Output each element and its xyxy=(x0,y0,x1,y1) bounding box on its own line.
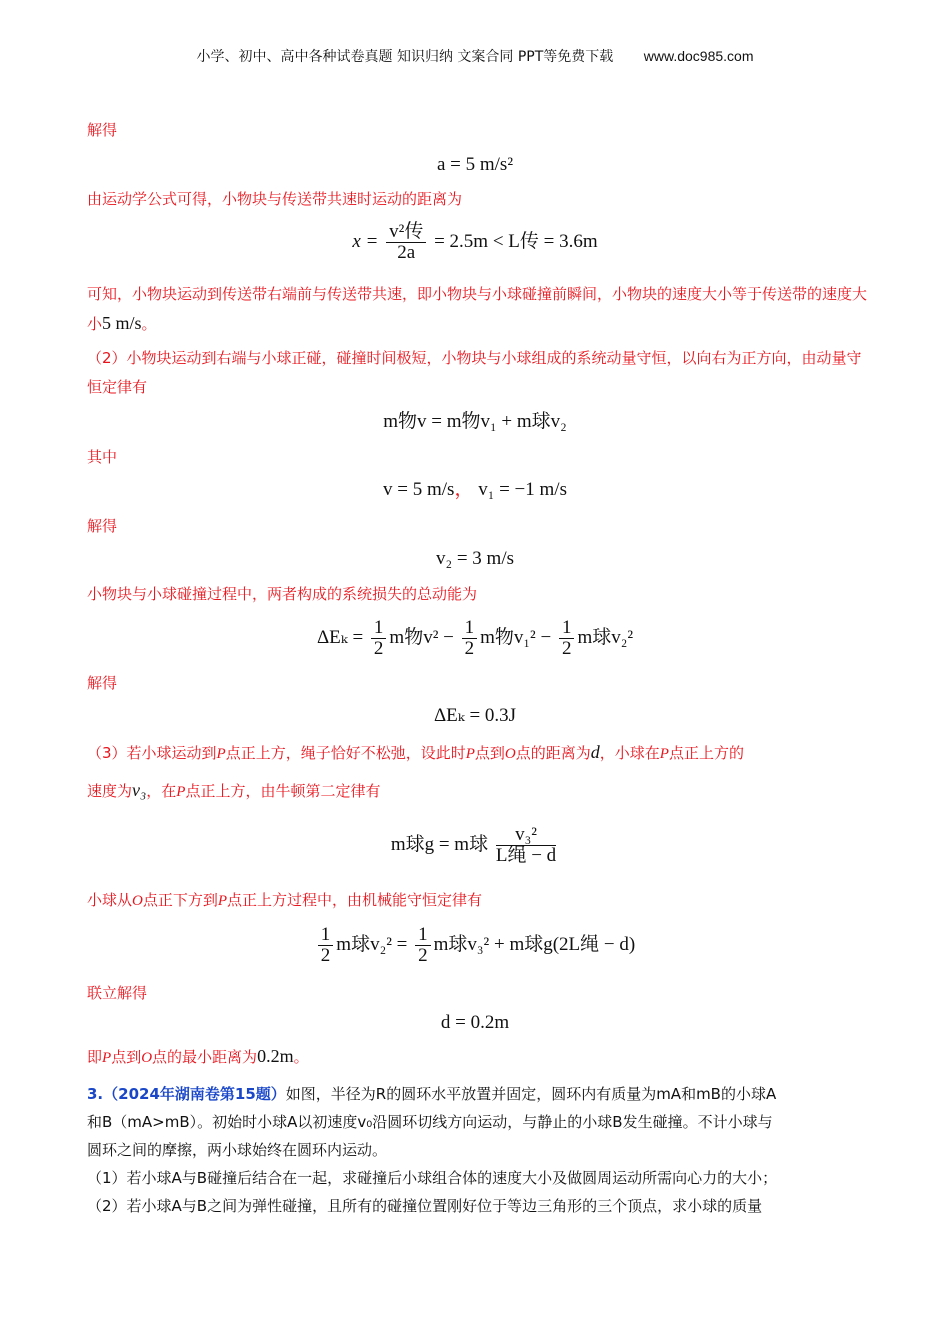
eq-v: v = 5 m/s xyxy=(383,479,455,500)
part3-line2-a: 速度为 xyxy=(87,782,133,800)
equation-energy xyxy=(0,925,950,966)
point-p: P xyxy=(102,1050,112,1066)
var-d: d xyxy=(590,742,600,762)
energy-cons-text xyxy=(87,886,867,916)
solve-label-3: 解得 xyxy=(87,674,118,692)
final-conclusion xyxy=(87,1042,867,1073)
equation-d: d = 0.2m xyxy=(440,1012,510,1033)
solve-label-2: 解得 xyxy=(87,517,118,535)
conclusion-a xyxy=(87,280,867,339)
page-header xyxy=(0,46,950,66)
energy-cons-c: 点正上方过程中，由机械能守恒定律有 xyxy=(227,891,483,909)
question-source: （2024年湖南卷第15题） xyxy=(103,1085,286,1103)
eq-energy-right: m球v₃² + m球g(2L绳 − d) xyxy=(433,933,636,955)
eq-v-separator: ， xyxy=(454,479,474,500)
half-num: 1 xyxy=(318,925,334,946)
eq-newton-num: v₃² xyxy=(496,825,556,846)
eq-x-right: = 2.5m < L传 = 3.6m xyxy=(434,230,598,252)
part3-a: （3）若小球运动到 xyxy=(87,744,217,762)
question-number: 3. xyxy=(87,1085,104,1103)
equation-x xyxy=(0,222,950,263)
energy-cons-a: 小球从 xyxy=(87,891,133,909)
point-p: P xyxy=(217,893,228,909)
question-3 xyxy=(87,1080,867,1109)
half-num: 1 xyxy=(371,618,387,639)
final-a: 即 xyxy=(87,1048,103,1066)
var-v3: v₃ xyxy=(132,780,147,800)
conclusion-a-value: 5 m/s xyxy=(102,313,142,333)
eq-x-left: x = xyxy=(352,230,379,252)
question-line3: 圆环之间的摩擦，两小球始终在圆环内运动。 xyxy=(87,1141,388,1159)
where-label: 其中 xyxy=(87,448,118,466)
part3-d: 点的距离为 xyxy=(515,744,591,762)
part3-f: 点正上方的 xyxy=(668,744,744,762)
part3-line2 xyxy=(87,776,867,807)
eq-x-den: 2a xyxy=(397,242,416,263)
half-num: 1 xyxy=(415,925,431,946)
half-den: 2 xyxy=(561,638,572,659)
final-b: 点到 xyxy=(111,1048,142,1066)
point-o: O xyxy=(141,1050,153,1066)
part3-line1 xyxy=(87,738,867,769)
equation-velocities xyxy=(0,475,950,505)
header-site-link[interactable]: www.doc985.com xyxy=(643,48,754,64)
point-p: P xyxy=(176,784,186,800)
question-line1: 如图，半径为R的圆环水平放置并固定，圆环内有质量为mA和mB的小球A xyxy=(285,1085,777,1103)
equation-v2: v₂ = 3 m/s xyxy=(435,548,515,569)
half-den: 2 xyxy=(464,638,475,659)
half-den: 2 xyxy=(418,945,428,966)
point-p: P xyxy=(659,746,669,762)
final-c: 点的最小距离为 xyxy=(152,1048,258,1066)
equation-delta-ek: ΔEₖ = $\frac{1}{2}$ m物v² − $\frac{1}{2}$ m物v₁² − $\frac{1}{2}$ m球v₂² xyxy=(316,617,634,659)
energy-loss-text: 小物块与小球碰撞过程中，两者构成的系统损失的总动能为 xyxy=(87,585,478,603)
solve-label-4: 联立解得 xyxy=(87,984,148,1002)
half-num: 1 xyxy=(559,618,575,639)
question-part1: （1）若小球A与B碰撞后结合在一起，求碰撞后小球组合体的速度大小及做圆周运动所需向心力的大小； xyxy=(87,1169,778,1187)
conclusion-a-text: 可知，小物块运动到传送带右端前与传送带共速，即小物块与小球碰撞前瞬间，小物块的速度大小等于传送带的速度大小 xyxy=(87,285,868,333)
eq-x-num: v²传 xyxy=(386,222,426,243)
eq-x-fraction xyxy=(386,222,426,263)
point-p: P xyxy=(216,746,226,762)
part3-line2-b: ，在 xyxy=(146,782,177,800)
eq-dek-left: ΔEₖ = xyxy=(316,626,364,648)
eq-v1: v₁ = −1 m/s xyxy=(478,479,567,500)
part3-line2-c: 点正上方，由牛顿第二定律有 xyxy=(185,782,381,800)
header-text: 小学、初中、高中各种试卷真题 知识归纳 文案合同 PPT等免费下载 xyxy=(196,49,614,65)
energy-cons-b: 点正下方到 xyxy=(142,891,218,909)
final-value: 0.2m xyxy=(257,1046,294,1066)
eq-dek-t2: m物v₁² xyxy=(480,626,536,648)
half-den: 2 xyxy=(320,945,331,966)
part2-text: （2）小物块运动到右端与小球正碰，碰撞时间极短，小物块与小球组成的系统动量守恒，以向右为正方向，由动量守恒定律有 xyxy=(87,349,862,396)
fraction-half-1 xyxy=(371,618,387,659)
eq-newton-fraction xyxy=(496,825,556,866)
fraction-half-5 xyxy=(415,925,431,966)
point-o: O xyxy=(504,746,516,762)
half-den: 2 xyxy=(373,638,384,659)
question-line2: 和B（mA>mB）。初始时小球A以初速度v₀沿圆环切线方向运动，与静止的小球B发生碰撞。不计小球与 xyxy=(87,1113,773,1131)
point-p: P xyxy=(465,746,475,762)
eq-dek-t3: m球v₂² xyxy=(577,626,634,648)
equation-a: a = 5 m/s² xyxy=(436,154,514,175)
final-end: 。 xyxy=(293,1048,309,1066)
fraction-half-2 xyxy=(462,618,478,659)
equation-momentum: m物v = m物v₁ + m球v₂ xyxy=(383,411,567,432)
fraction-half-4 xyxy=(318,925,334,966)
equation-dek-value: ΔEₖ = 0.3J xyxy=(433,705,517,726)
eq-energy-left: m球v₂² = xyxy=(336,933,408,955)
question-part2: （2）若小球A与B之间为弹性碰撞，且所有的碰撞位置刚好位于等边三角形的三个顶点，求小球的质量 xyxy=(87,1197,763,1215)
fraction-half-3 xyxy=(559,618,575,659)
kinematics-text: 由运动学公式可得，小物块与传送带共速时运动的距离为 xyxy=(87,190,463,208)
eq-dek-t1: m物v² xyxy=(389,626,439,648)
eq-newton-left: m球g = m球 xyxy=(390,833,489,855)
part3-b: 点正上方，绳子恰好不松弛，设此时 xyxy=(225,744,466,762)
part3-e: ，小球在 xyxy=(599,744,660,762)
half-num: 1 xyxy=(462,618,478,639)
conclusion-a-end: 。 xyxy=(141,315,157,333)
eq-newton-den: L绳 − d xyxy=(495,845,557,866)
solve-label-1: 解得 xyxy=(87,121,118,139)
point-o: O xyxy=(132,893,143,909)
equation-newton xyxy=(0,825,950,866)
part3-c: 点到 xyxy=(474,744,505,762)
